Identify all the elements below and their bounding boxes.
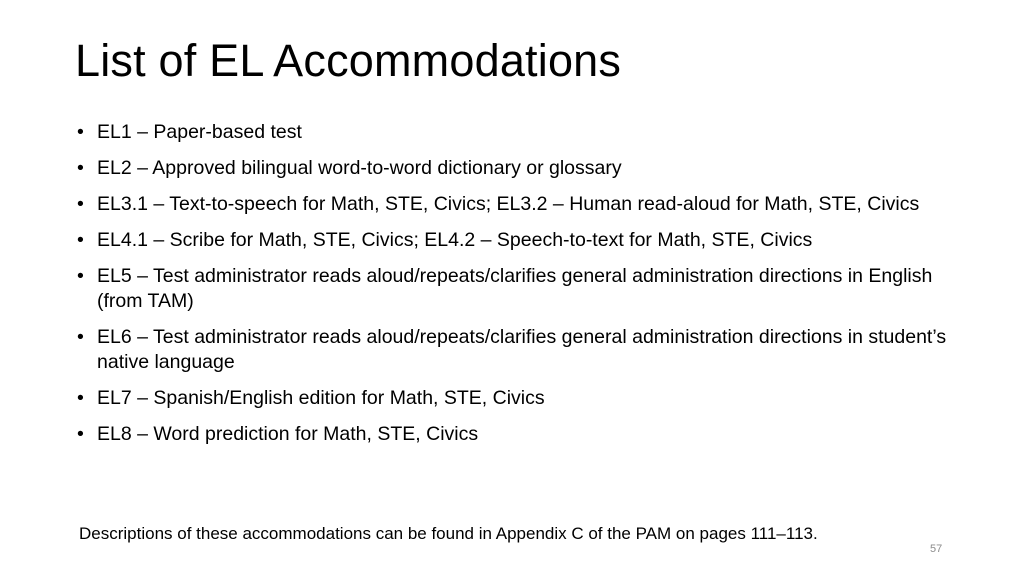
list-item-text: EL5 – Test administrator reads aloud/repeats/clarifies general administration directions in English (from TAM): [97, 265, 933, 312]
list-item-text: EL7 – Spanish/English edition for Math, STE, Civics: [97, 387, 545, 409]
list-item: [76, 422, 956, 447]
bullet-icon: •: [77, 157, 84, 179]
list-item-text: EL3.1 – Text-to-speech for Math, STE, Civics; EL3.2 – Human read-aloud for Math, STE, Civics: [97, 193, 920, 215]
list-item-text: EL2 – Approved bilingual word-to-word dictionary or glossary: [97, 157, 622, 179]
footnote: Descriptions of these accommodations can be found in Appendix C of the PAM on pages 111–113.: [79, 524, 818, 543]
bullet-icon: •: [77, 265, 84, 287]
list-item: [76, 325, 956, 375]
bullet-icon: •: [77, 423, 84, 445]
list-item: [76, 120, 956, 145]
bullet-icon: •: [77, 193, 84, 215]
list-item: [76, 386, 956, 411]
bullet-icon: •: [77, 121, 84, 143]
list-item: [76, 192, 956, 217]
bullet-icon: •: [77, 326, 84, 348]
slide-number: 57: [930, 543, 943, 555]
bullet-icon: •: [77, 229, 84, 251]
list-item: [76, 264, 956, 314]
list-item: [76, 156, 956, 181]
list-item: [76, 228, 956, 253]
list-item-text: EL4.1 – Scribe for Math, STE, Civics; EL4.2 – Speech-to-text for Math, STE, Civics: [97, 229, 813, 251]
slide-title: List of EL Accommodations: [75, 35, 622, 86]
bullet-icon: •: [77, 387, 84, 409]
list-item-text: EL8 – Word prediction for Math, STE, Civics: [97, 423, 479, 445]
list-item-text: EL1 – Paper-based test: [97, 121, 302, 143]
accommodation-list: [76, 120, 956, 458]
list-item-text: EL6 – Test administrator reads aloud/repeats/clarifies general administration directions in student’s native language: [97, 326, 947, 373]
